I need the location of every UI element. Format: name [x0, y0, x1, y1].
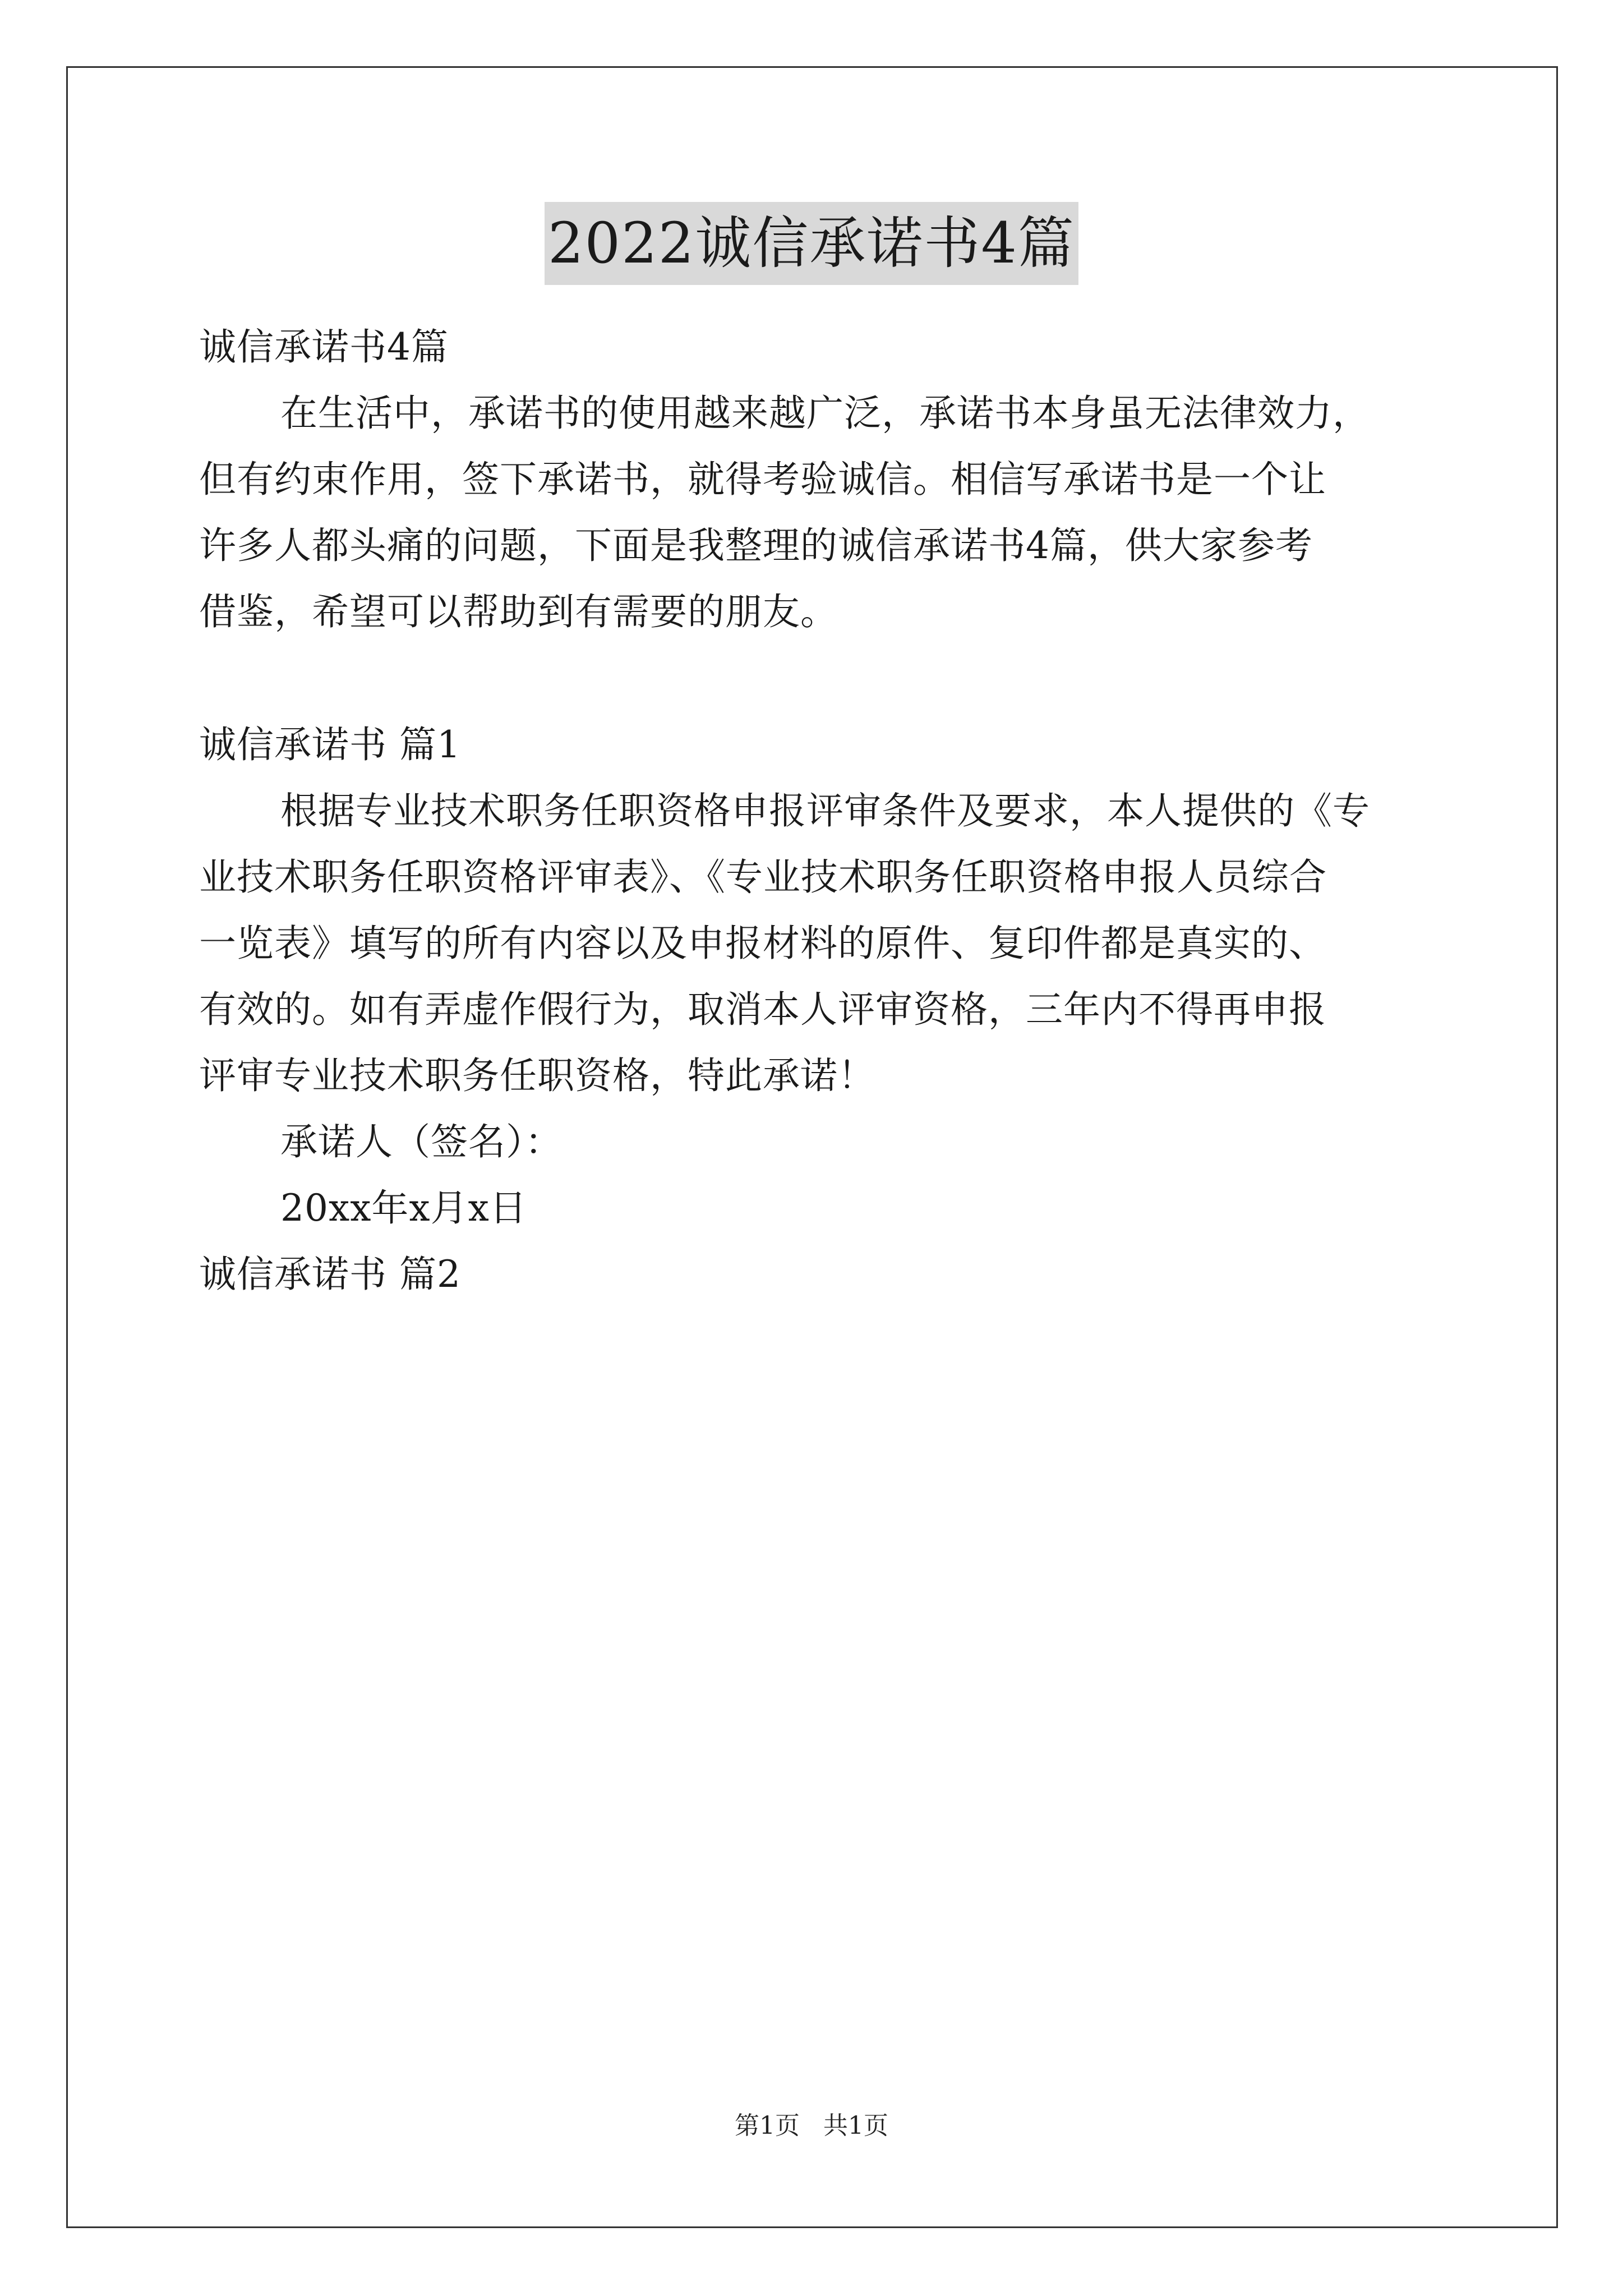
intro-heading: 诚信承诺书4篇: [199, 325, 449, 369]
intro-paragraph-line: 在生活中，承诺书的使用越来越广泛，承诺书本身虽无法律效力，: [280, 392, 1370, 435]
intro-paragraph-line: 借鉴，希望可以帮助到有需要的朋友。: [199, 590, 838, 633]
document-title: 2022诚信承诺书4篇: [545, 202, 1078, 285]
signature-date: 20xx年x月x日: [280, 1186, 527, 1230]
signer-label: 承诺人（签名）：: [280, 1120, 562, 1163]
title-container: [0, 202, 1623, 285]
section1-paragraph-line: 根据专业技术职务任职资格申报评审条件及要求，本人提供的《专: [280, 789, 1370, 832]
section1-paragraph-line: 一览表》填写的所有内容以及申报材料的原件、复印件都是真实的、: [199, 922, 1326, 965]
intro-paragraph-line: 许多人都头痛的问题，下面是我整理的诚信承诺书4篇，供大家参考: [199, 524, 1313, 567]
document-body: [199, 314, 1433, 1308]
section1-paragraph-line: 业技术职务任职资格评审表》、《专业技术职务任职资格申报人员综合: [199, 855, 1327, 899]
section2-heading: 诚信承诺书 篇2: [199, 1253, 461, 1296]
section1-heading: 诚信承诺书 篇1: [199, 723, 461, 766]
section1-paragraph-line: 有效的。如有弄虚作假行为，取消本人评审资格，三年内不得再申报: [199, 988, 1326, 1031]
section1-paragraph-line: 评审专业技术职务任职资格，特此承诺！: [199, 1054, 875, 1097]
intro-paragraph-line: 但有约束作用，签下承诺书，就得考验诚信。相信写承诺书是一个让: [199, 458, 1326, 501]
page-footer: 第1页 共1页: [735, 2111, 888, 2140]
